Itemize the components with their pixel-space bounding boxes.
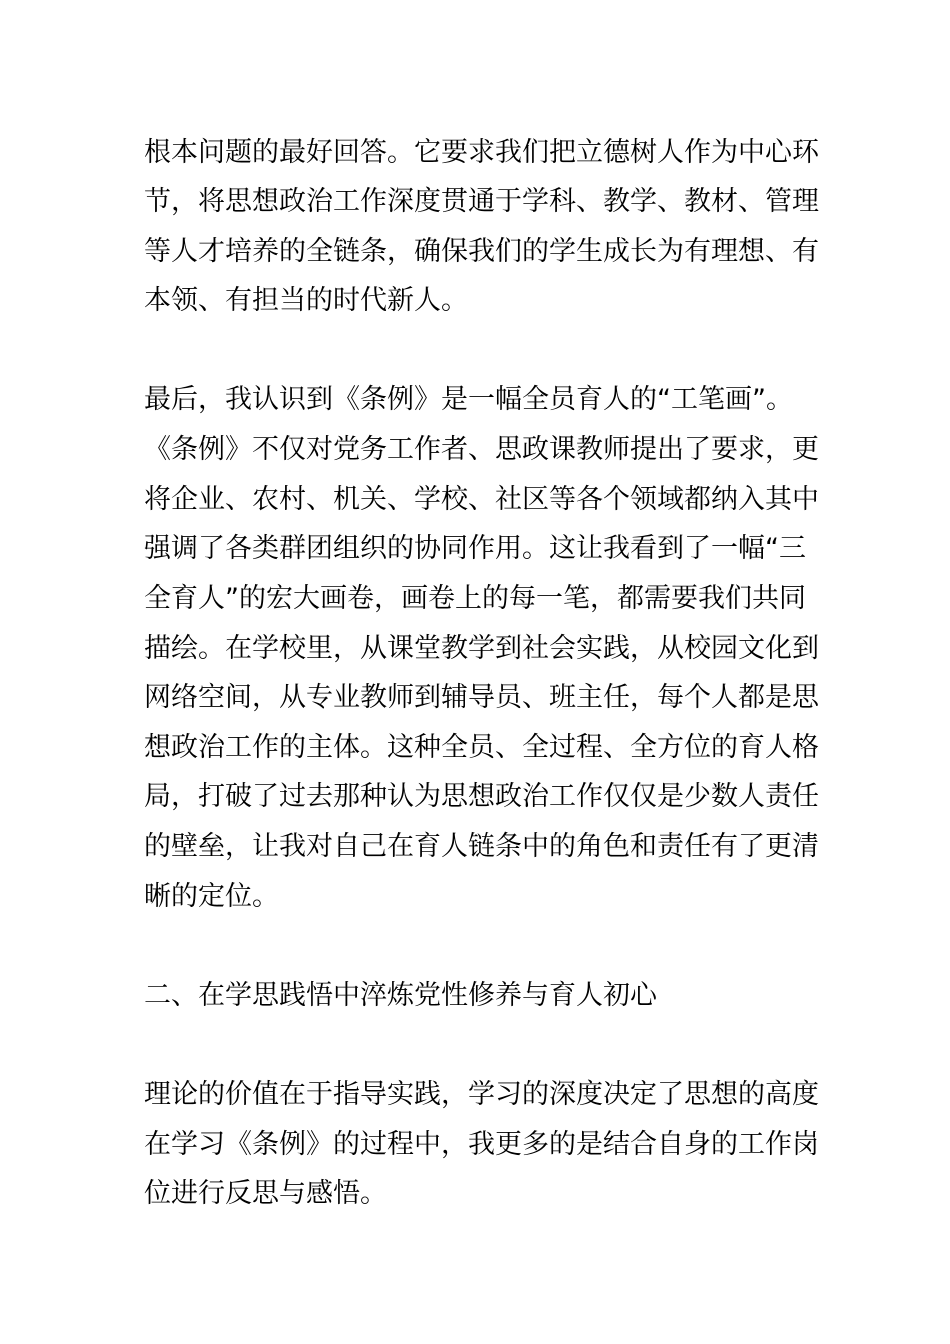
- text-line: 节，将思想政治工作深度贯通于学科、教学、教材、管理: [144, 186, 819, 217]
- text-line: 网络空间，从专业教师到辅导员、班主任，每个人都是思: [144, 682, 819, 713]
- text-line: 将企业、农村、机关、学校、社区等各个领域都纳入其中: [144, 484, 819, 515]
- text-line: 等人才培养的全链条，确保我们的学生成长为有理想、有: [144, 236, 819, 267]
- text-line: 的壁垒，让我对自己在育人链条中的角色和责任有了更清: [144, 831, 819, 862]
- text-line: 本领、有担当的时代新人。: [144, 285, 468, 316]
- text-line: 在学习《条例》的过程中，我更多的是结合自身的工作岗: [144, 1129, 819, 1160]
- text-line: 强调了各类群团组织的协同作用。这让我看到了一幅“三: [144, 533, 806, 564]
- section-heading: 二、在学思践悟中淬炼党性修养与育人初心: [144, 980, 657, 1011]
- text-line: 位进行反思与感悟。: [144, 1178, 387, 1209]
- text-line: 理论的价值在于指导实践，学习的深度决定了思想的高度: [144, 1079, 819, 1110]
- text-line: 想政治工作的主体。这种全员、全过程、全方位的育人格: [144, 732, 819, 763]
- text-line: 根本问题的最好回答。它要求我们把立德树人作为中心环: [144, 137, 819, 168]
- text-line: 描绘。在学校里，从课堂教学到社会实践，从校园文化到: [144, 633, 819, 664]
- text-line: 局，打破了过去那种认为思想政治工作仅仅是少数人责任: [144, 781, 819, 812]
- text-line: 全育人”的宏大画卷，画卷上的每一笔，都需要我们共同: [144, 583, 806, 614]
- text-line: 最后，我认识到《条例》是一幅全员育人的“工笔画”。: [144, 384, 793, 415]
- text-line: 晰的定位。: [144, 881, 279, 912]
- text-line: 《条例》不仅对党务工作者、思政课教师提出了要求，更: [144, 434, 819, 465]
